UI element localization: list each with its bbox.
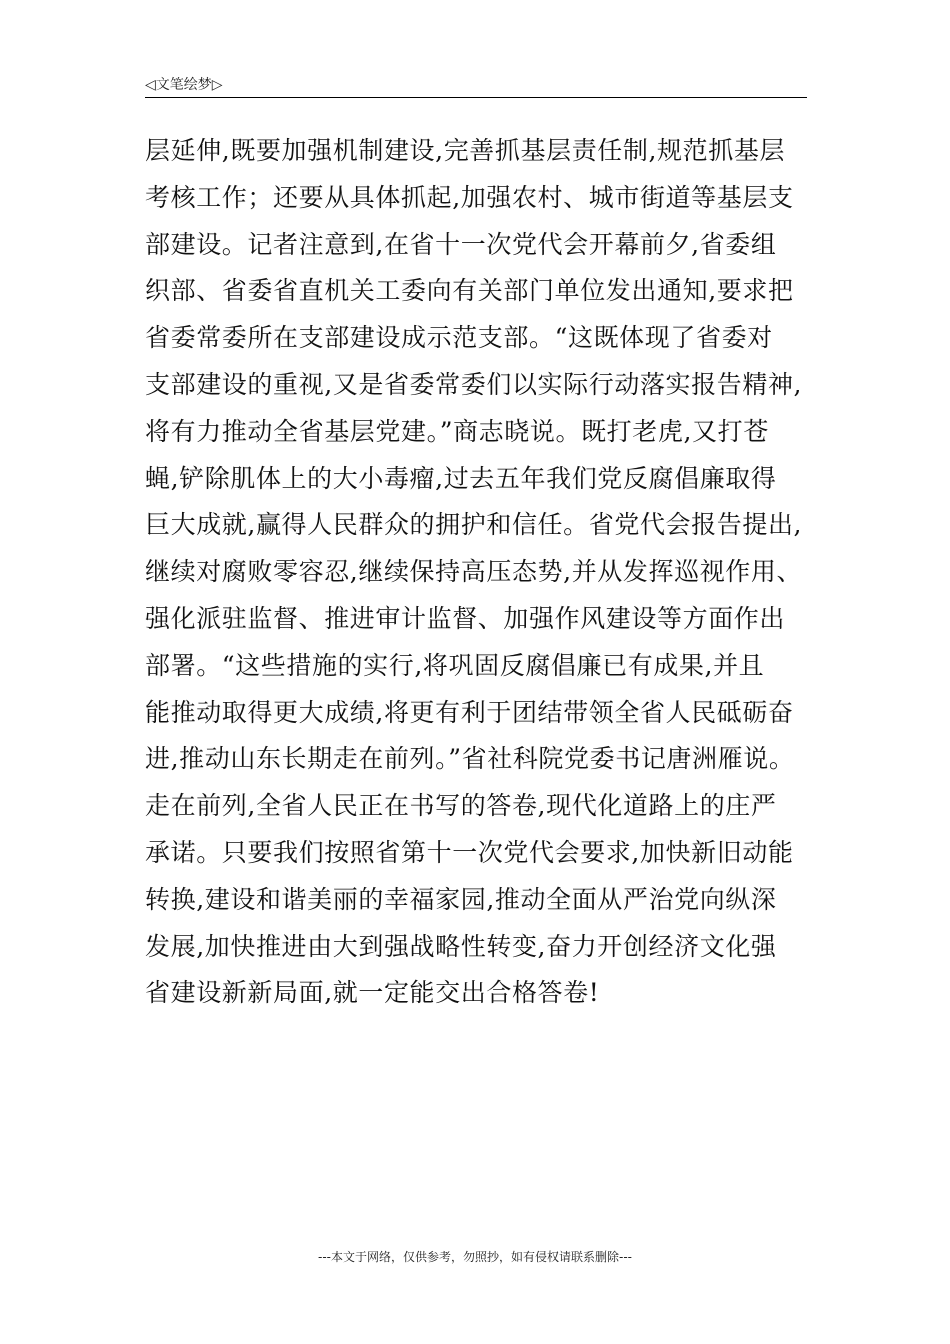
text-line: 将有力推动全省基层党建。”商志晓说。既打老虎,又打苍 (145, 416, 769, 446)
text-line: 转换,建设和谐美丽的幸福家园,推动全面从严治党向纵深 (145, 884, 777, 914)
text-line: 强化派驻监督、推进审计监督、加强作风建设等方面作出 (145, 603, 786, 633)
text-line: 考核工作；还要从具体抓起,加强农村、城市街道等基层支 (145, 182, 794, 212)
footer-disclaimer: ---本文于网络，仅供参考，勿照抄，如有侵权请联系删除--- (318, 1250, 632, 1264)
text-line: 支部建设的重视,又是省委常委们以实际行动落实报告精神, (145, 369, 803, 399)
header-title: ◁文笔绘梦▷ (145, 77, 223, 93)
text-line: 发展,加快推进由大到强战略性转变,奋力开创经济文化强 (145, 931, 777, 961)
text-line: 巨大成就,赢得人民群众的拥护和信任。省党代会报告提出, (145, 510, 803, 540)
text-line: 承诺。只要我们按照省第十一次党代会要求,加快新旧动能 (145, 837, 794, 867)
text-line: 织部、省委省直机关工委向有关部门单位发出通知,要求把 (145, 276, 794, 306)
text-line: 蝇,铲除肌体上的大小毒瘤,过去五年我们党反腐倡廉取得 (145, 463, 777, 493)
text-line: 能推动取得更大成绩,将更有利于团结带领全省人民砥砺奋 (145, 697, 794, 727)
text-line: 部署。“这些措施的实行,将巩固反腐倡廉已有成果,并且 (145, 650, 765, 680)
text-line: 进,推动山东长期走在前列。”省社科院党委书记唐洲雁说。 (145, 744, 795, 774)
body-text (145, 128, 809, 1017)
text-line: 省建设新新局面,就一定能交出合格答卷! (145, 978, 600, 1008)
page-header (145, 74, 807, 96)
text-line: 继续对腐败零容忍,继续保持高压态势,并从发挥巡视作用、 (145, 557, 803, 587)
page-footer (0, 1248, 950, 1266)
header-divider (145, 97, 807, 98)
text-line: 层延伸,既要加强机制建设,完善抓基层责任制,规范抓基层 (145, 136, 786, 165)
text-line: 省委常委所在支部建设成示范支部。“这既体现了省委对 (145, 323, 773, 353)
text-line: 部建设。记者注意到,在省十一次党代会开幕前夕,省委组 (145, 229, 777, 259)
text-line: 走在前列,全省人民正在书写的答卷,现代化道路上的庄严 (145, 791, 777, 821)
